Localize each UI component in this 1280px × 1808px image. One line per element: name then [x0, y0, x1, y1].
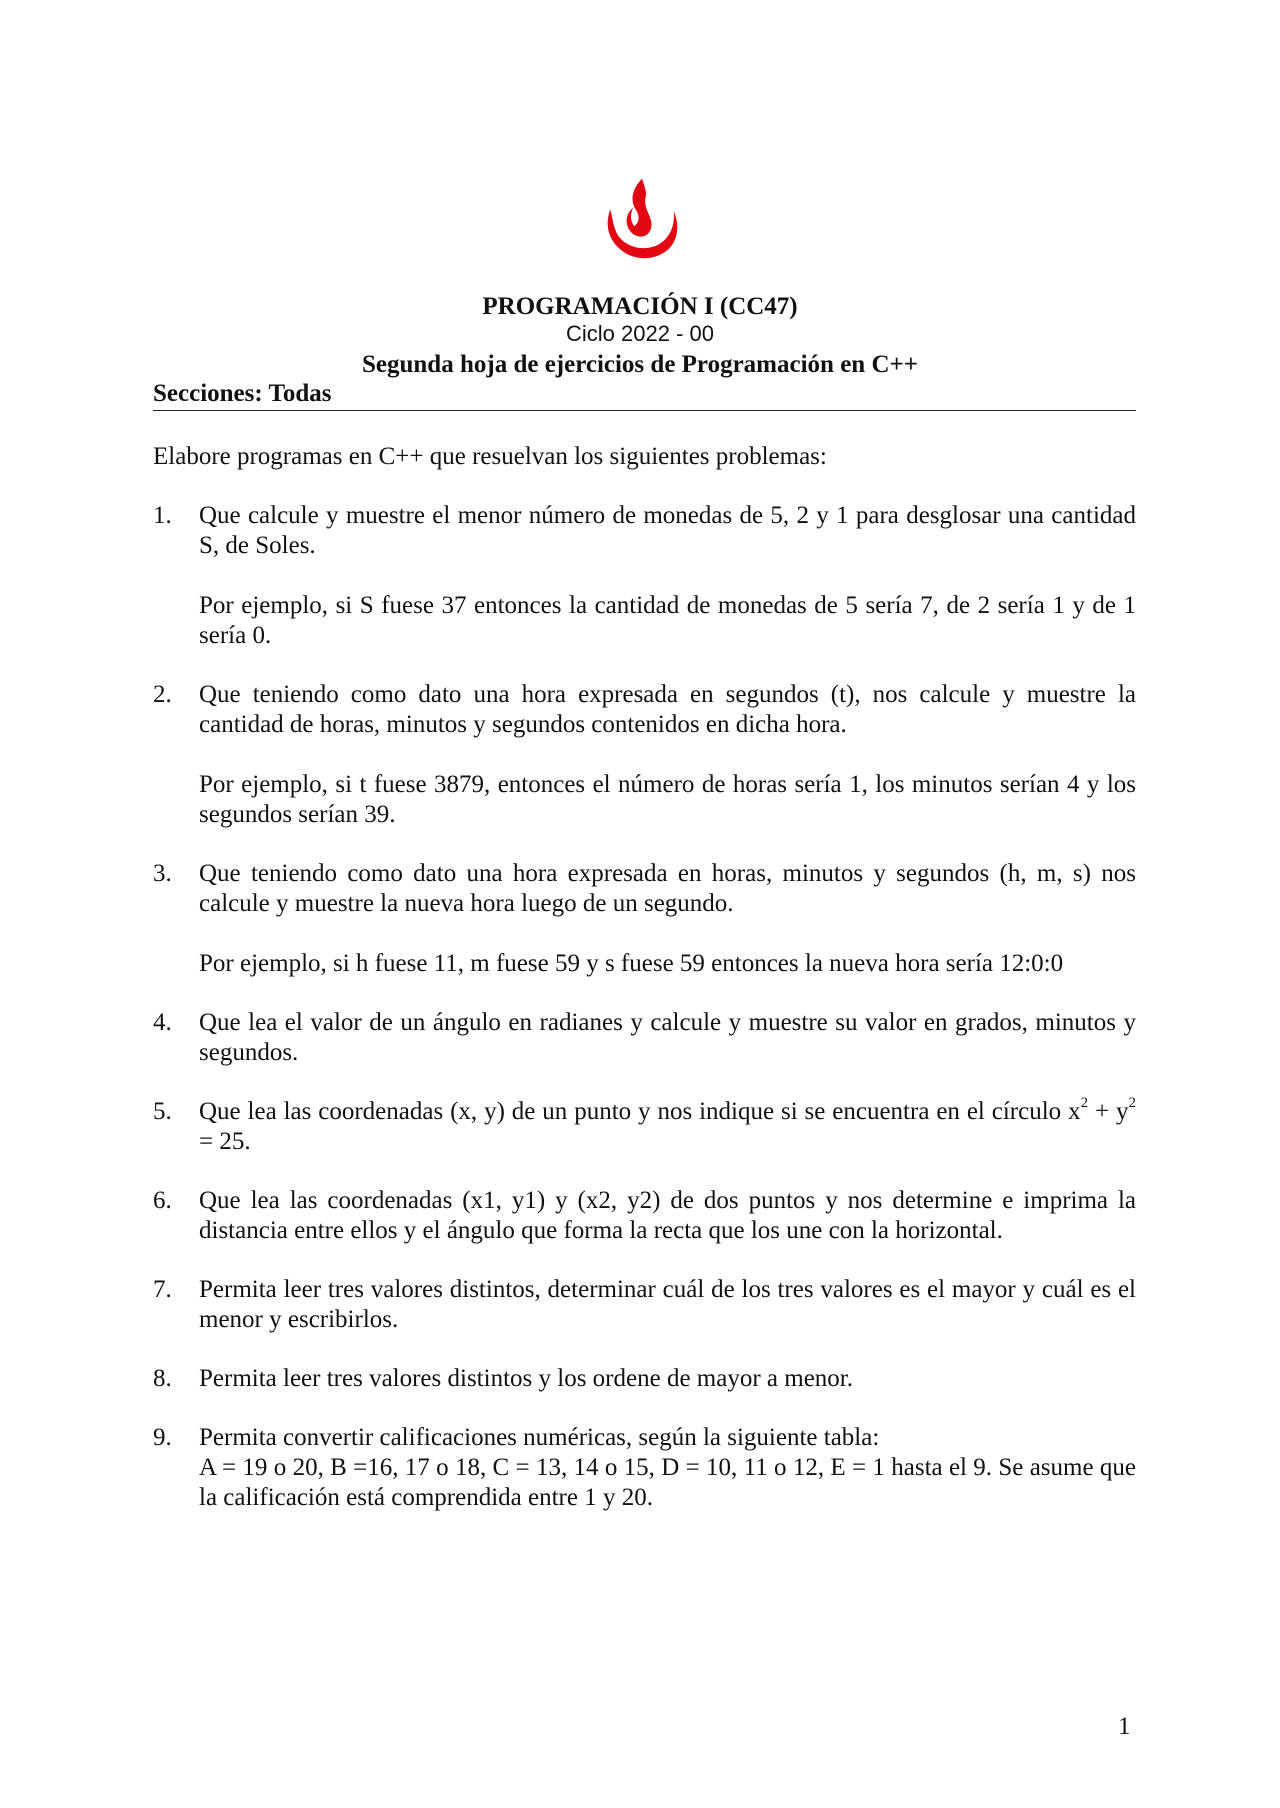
intro-text: Elabore programas en C++ que resuelvan los siguientes problemas: — [153, 443, 827, 470]
exercise-text: Permita leer tres valores distintos y los ordene de mayor a menor. — [199, 1365, 853, 1392]
header-divider — [153, 410, 1136, 411]
exercise-text: Que lea el valor de un ángulo en radianes y calcule y muestre su valor en grados, minutos y segundos. — [199, 1009, 1136, 1066]
exercise-number: 7. — [153, 1276, 172, 1303]
exercise-2 — [153, 680, 1136, 830]
exercise-text: Que lea las coordenadas (x1, y1) y (x2, y2) de dos puntos y nos determine e imprima la distancia entre ellos y el ángulo que forma la recta que los une con la horizontal. — [199, 1187, 1136, 1244]
exercise-example: Por ejemplo, si t fuese 3879, entonces el número de horas sería 1, los minutos serían 4 y los segundos serían 39. — [199, 771, 1136, 828]
exercise-number: 6. — [153, 1187, 172, 1214]
exercise-number: 5. — [153, 1098, 172, 1125]
exercise-text: Permita leer tres valores distintos, determinar cuál de los tres valores es el mayor y cuál es el menor y escribirlos. — [199, 1276, 1136, 1333]
exercise-3 — [153, 859, 1136, 979]
exercise-number: 8. — [153, 1365, 172, 1392]
exercise-number: 1. — [153, 502, 172, 529]
exercise-number: 4. — [153, 1009, 172, 1036]
grade-table-text: A = 19 o 20, B =16, 17 o 18, C = 13, 14 o 15, D = 10, 11 o 12, E = 1 hasta el 9. Se asume que la calificación está comprendida entre 1 y 20. — [199, 1454, 1136, 1511]
exercise-text: Que lea las coordenadas (x, y) de un punto y nos indique si se encuentra en el círculo $x^2 + y^2 = 25$. — [199, 1094, 1136, 1155]
exercise-4 — [153, 1008, 1136, 1068]
page-subtitle: Segunda hoja de ejercicios de Programación en C++ — [362, 351, 918, 378]
exercise-6 — [153, 1186, 1136, 1246]
exercise-number: 2. — [153, 681, 172, 708]
page-title: PROGRAMACIÓN I (CC47) — [482, 293, 798, 320]
exercise-number: 9. — [153, 1424, 172, 1451]
exercise-9 — [153, 1423, 1136, 1513]
exercise-example: Por ejemplo, si S fuese 37 entonces la cantidad de monedas de 5 sería 7, de 2 sería 1 y de 1 sería 0. — [199, 592, 1136, 649]
exercise-5 — [153, 1094, 1136, 1157]
exercise-number: 3. — [153, 860, 172, 887]
exercise-text: Permita convertir calificaciones numéricas, según la siguiente tabla: — [199, 1424, 880, 1451]
upc-flame-logo-icon — [598, 176, 686, 264]
sections-label: Secciones: Todas — [153, 380, 332, 407]
exercise-text: Que teniendo como dato una hora expresada en horas, minutos y segundos (h, m, s) nos calcule y muestre la nueva hora luego de un segundo. — [199, 860, 1136, 917]
exercise-example: Por ejemplo, si h fuese 11, m fuese 59 y s fuese 59 entonces la nueva hora sería 12:0:0 — [199, 950, 1064, 977]
exercise-text: Que teniendo como dato una hora expresada en segundos (t), nos calcule y muestre la cantidad de horas, minutos y segundos contenidos en dicha hora. — [199, 681, 1136, 738]
exercise-1 — [153, 501, 1136, 651]
cycle-label: Ciclo 2022 - 00 — [566, 321, 714, 346]
exercise-8 — [153, 1364, 1136, 1394]
page-number: 1 — [1118, 1713, 1131, 1740]
exercise-text: Que calcule y muestre el menor número de monedas de 5, 2 y 1 para desglosar una cantidad S, de Soles. — [199, 502, 1136, 559]
exercise-7 — [153, 1275, 1136, 1335]
